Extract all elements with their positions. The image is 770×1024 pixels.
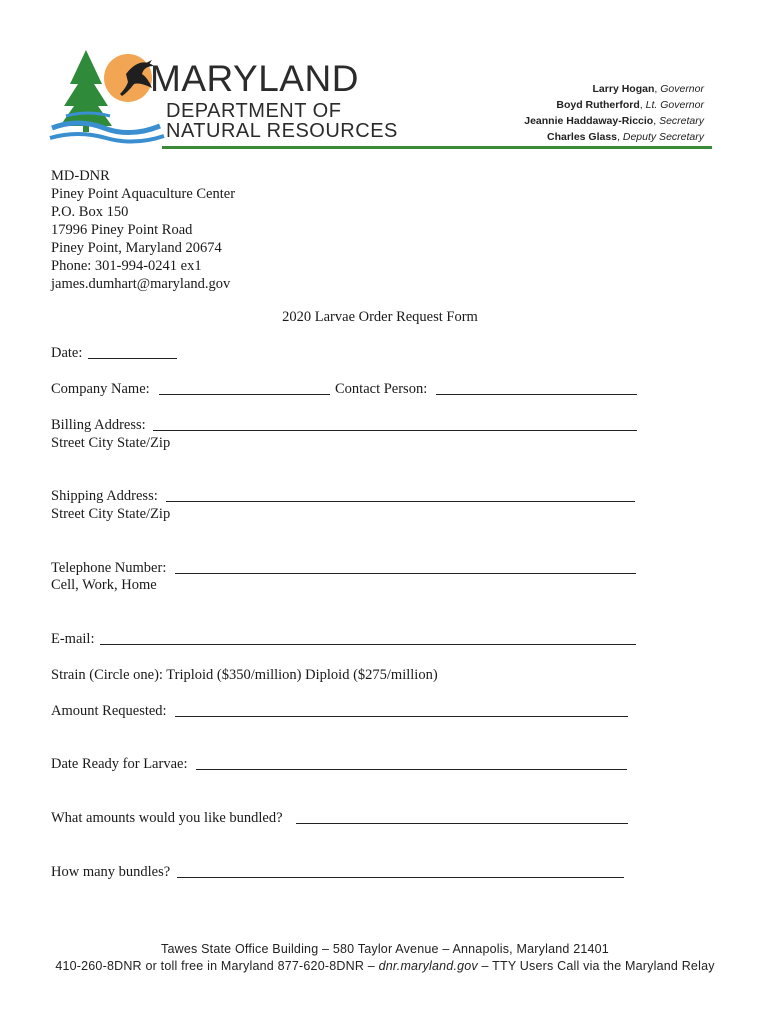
address-email: james.dumhart@maryland.gov xyxy=(51,276,231,292)
email-label: E-mail: xyxy=(51,631,95,647)
amount-requested-label: Amount Requested: xyxy=(51,703,167,719)
shipping-address-label: Shipping Address: xyxy=(51,488,158,504)
billing-address-label: Billing Address: xyxy=(51,417,146,433)
address-city: Piney Point, Maryland 20674 xyxy=(51,240,222,256)
amount-requested-field[interactable] xyxy=(175,716,628,717)
form-title: 2020 Larvae Order Request Form xyxy=(282,309,478,325)
strain-selection[interactable]: Strain (Circle one): Triploid ($350/million) Diploid ($275/million) xyxy=(51,667,438,683)
telephone-field[interactable] xyxy=(175,573,636,574)
date-ready-label: Date Ready for Larvae: xyxy=(51,756,188,772)
bundled-amounts-label: What amounts would you like bundled? xyxy=(51,810,283,826)
header-divider xyxy=(162,146,712,149)
bundle-count-label: How many bundles? xyxy=(51,864,171,880)
org-name-maryland: MARYLAND xyxy=(150,58,359,99)
shipping-address-hint: Street City State/Zip xyxy=(51,506,171,522)
date-label: Date: xyxy=(51,345,83,361)
address-po-box: P.O. Box 150 xyxy=(51,204,129,220)
official-lt-governor: Boyd Rutherford, Lt. Governor xyxy=(556,99,704,111)
email-field[interactable] xyxy=(100,644,636,645)
telephone-hint: Cell, Work, Home xyxy=(51,577,157,593)
company-name-field[interactable] xyxy=(159,394,330,395)
bundled-amounts-field[interactable] xyxy=(296,823,628,824)
footer-contact: 410-260-8DNR or toll free in Maryland 877-620-8DNR – dnr.maryland.gov – TTY Users Call via the Maryland Relay xyxy=(55,959,715,973)
address-center: Piney Point Aquaculture Center xyxy=(51,186,236,202)
date-ready-field[interactable] xyxy=(196,769,627,770)
address-street: 17996 Piney Point Road xyxy=(51,222,193,238)
address-org: MD-DNR xyxy=(51,168,110,184)
date-field[interactable] xyxy=(88,358,177,359)
company-name-label: Company Name: xyxy=(51,381,150,397)
official-secretary: Jeannie Haddaway-Riccio, Secretary xyxy=(524,115,704,127)
footer-website-link[interactable]: dnr.maryland.gov xyxy=(378,959,478,973)
official-deputy-secretary: Charles Glass, Deputy Secretary xyxy=(546,131,704,143)
dnr-logo xyxy=(48,44,166,144)
billing-address-hint: Street City State/Zip xyxy=(51,435,171,451)
address-phone: Phone: 301-994-0241 ex1 xyxy=(51,258,202,274)
org-name-natural-resources: NATURAL RESOURCES xyxy=(166,120,398,142)
footer-address: Tawes State Office Building – 580 Taylor Avenue – Annapolis, Maryland 21401 xyxy=(161,942,609,956)
contact-person-label: Contact Person: xyxy=(335,381,428,397)
bundle-count-field[interactable] xyxy=(177,877,624,878)
official-governor: Larry Hogan, Governor xyxy=(592,83,704,95)
shipping-address-field[interactable] xyxy=(166,501,635,502)
telephone-label: Telephone Number: xyxy=(51,560,167,576)
org-name-department: DEPARTMENT OF xyxy=(166,100,342,122)
billing-address-field[interactable] xyxy=(153,430,637,431)
contact-person-field[interactable] xyxy=(436,394,637,395)
